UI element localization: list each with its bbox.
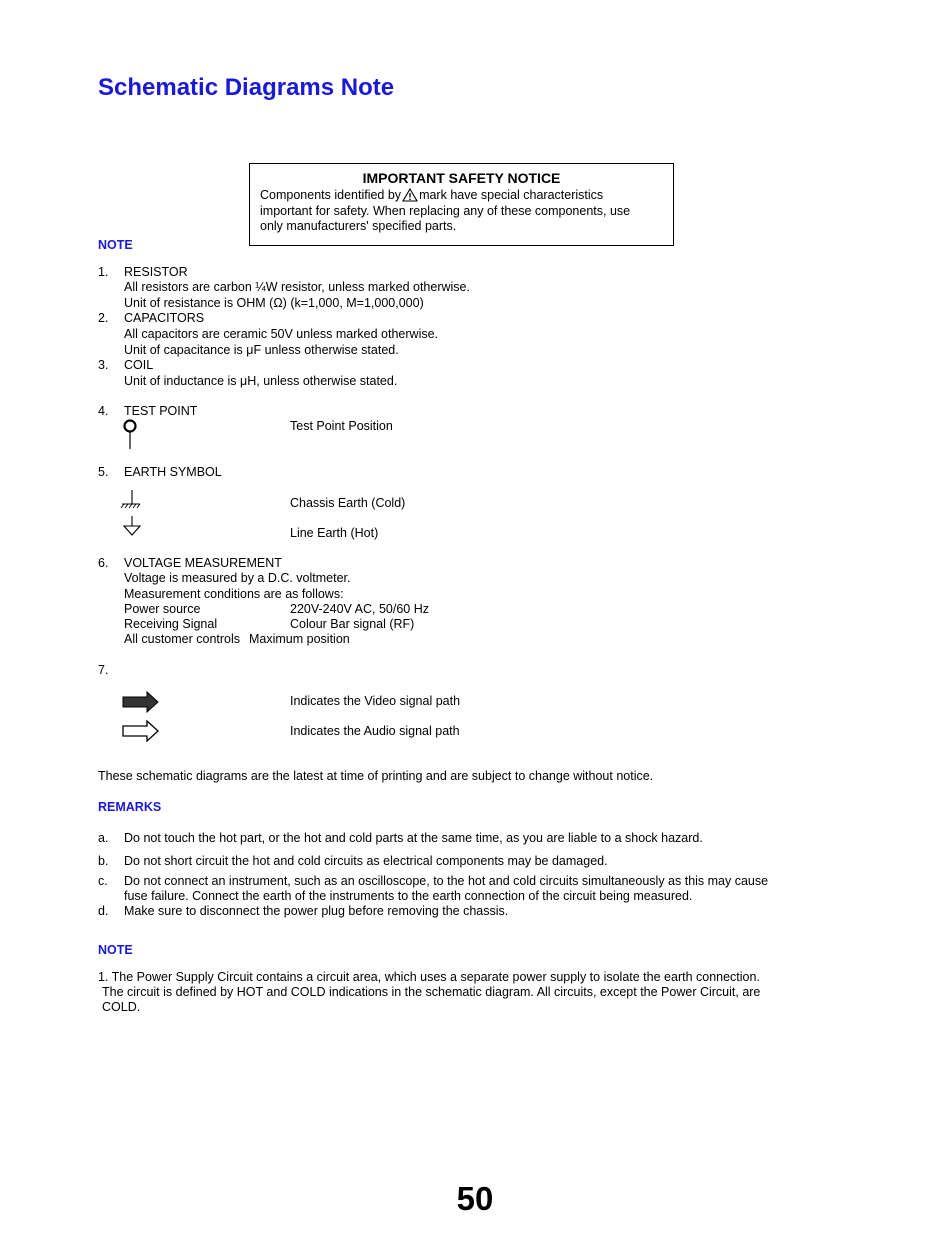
coil-heading: COIL [124, 358, 154, 372]
note2-line3: COLD. [102, 1000, 141, 1014]
outline-arrow-icon [122, 720, 160, 742]
voltage-line1: Voltage is measured by a D.C. voltmeter. [124, 571, 351, 585]
remark-letter: b. [98, 854, 109, 868]
test-point-label: Test Point Position [290, 419, 393, 433]
item-number: 7. [98, 663, 109, 677]
item-number: 4. [98, 404, 109, 418]
remark-text: Do not connect an instrument, such as an oscilloscope, to the hot and cold circuits simultaneously as this may cause [124, 874, 769, 888]
resistor-line1: All resistors are carbon ¼W resistor, unless marked otherwise. [124, 280, 470, 294]
condition-value: Colour Bar signal (RF) [290, 617, 415, 631]
remark-text: fuse failure. Connect the earth of the instruments to the earth connection of the circuit being measured. [124, 889, 693, 903]
remark-letter: a. [98, 831, 109, 845]
warning-triangle-icon [402, 188, 418, 202]
safety-notice-box [249, 163, 674, 246]
note-heading: NOTE [98, 238, 133, 252]
disclaimer-text: These schematic diagrams are the latest at time of printing and are subject to change without notice. [98, 769, 654, 783]
remark-text: Make sure to disconnect the power plug before removing the chassis. [124, 904, 509, 918]
condition-value: Maximum position [249, 632, 350, 646]
safety-notice-title: IMPORTANT SAFETY NOTICE [362, 170, 561, 186]
filled-arrow-icon [122, 691, 160, 713]
chassis-earth-icon [116, 488, 144, 510]
test-point-heading: TEST POINT [124, 404, 198, 418]
page-number: 50 [456, 1180, 494, 1217]
remark-letter: d. [98, 904, 109, 918]
item-number: 1. [98, 265, 109, 279]
item-number: 5. [98, 465, 109, 479]
video-path-label: Indicates the Video signal path [290, 694, 461, 708]
note2-heading: NOTE [98, 943, 133, 957]
page-title: Schematic Diagrams Note [98, 74, 395, 101]
chassis-earth-label: Chassis Earth (Cold) [290, 496, 406, 510]
resistor-heading: RESISTOR [124, 265, 188, 279]
remarks-heading: REMARKS [98, 800, 162, 814]
remark-text: Do not short circuit the hot and cold circuits as electrical components may be damaged. [124, 854, 608, 868]
safety-notice-line1-start: Components identified by [260, 188, 402, 202]
line-earth-icon [120, 515, 144, 539]
note2-line1: 1. The Power Supply Circuit contains a circuit area, which uses a separate power supply to isolate the earth connection. [98, 970, 760, 984]
earth-heading: EARTH SYMBOL [124, 465, 222, 479]
safety-notice-text [260, 188, 630, 235]
condition-label: All customer controls [124, 632, 241, 646]
condition-label: Power source [124, 602, 201, 616]
test-point-icon [120, 418, 140, 452]
note2-line2: The circuit is defined by HOT and COLD indications in the schematic diagram. All circuits, except the Power Circuit, are [102, 985, 761, 999]
remark-letter: c. [98, 874, 108, 888]
condition-label: Receiving Signal [124, 617, 218, 631]
capacitors-line1: All capacitors are ceramic 50V unless marked otherwise. [124, 327, 439, 341]
item-number: 2. [98, 311, 109, 325]
voltage-heading: VOLTAGE MEASUREMENT [124, 556, 282, 570]
item-number: 6. [98, 556, 109, 570]
coil-line1: Unit of inductance is μH, unless otherwise stated. [124, 374, 398, 388]
condition-value: 220V-240V AC, 50/60 Hz [290, 602, 429, 616]
safety-notice-line3: only manufacturers' specified parts. [260, 219, 457, 233]
item-number: 3. [98, 358, 109, 372]
safety-notice-line1-end: mark have special characteristics [419, 188, 604, 202]
line-earth-label: Line Earth (Hot) [290, 526, 379, 540]
audio-path-label: Indicates the Audio signal path [290, 724, 460, 738]
capacitors-line2: Unit of capacitance is μF unless otherwise stated. [124, 343, 399, 357]
remark-text: Do not touch the hot part, or the hot and cold parts at the same time, as you are liable to a shock hazard. [124, 831, 703, 845]
safety-notice-line2: important for safety. When replacing any of these components, use [260, 203, 631, 218]
capacitors-heading: CAPACITORS [124, 311, 205, 325]
voltage-line2: Measurement conditions are as follows: [124, 587, 344, 601]
resistor-line2: Unit of resistance is OHM (Ω) (k=1,000, M=1,000,000) [124, 296, 424, 310]
